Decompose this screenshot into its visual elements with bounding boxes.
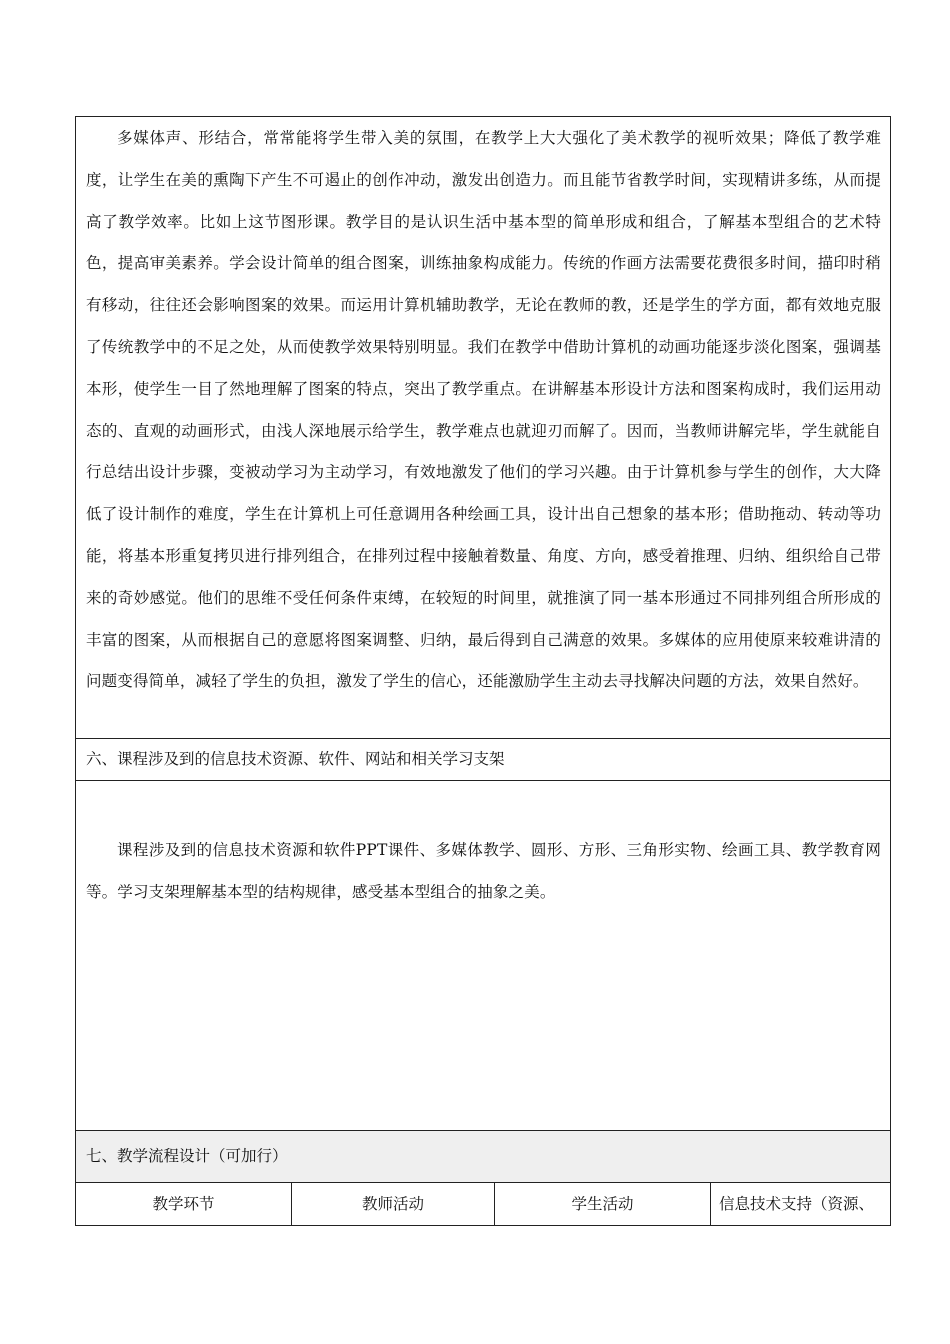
lesson-plan-table <box>75 116 891 1226</box>
flow-header-student: 学生活动 <box>495 1183 711 1225</box>
flow-header-teacher: 教师活动 <box>292 1183 495 1225</box>
section6-body: 课程涉及到的信息技术资源和软件PPT课件、多媒体教学、圆形、方形、三角形实物、绘画工具、教学教育网等。学习支架理解基本型的结构规律，感受基本型组合的抽象之美。 <box>86 841 881 901</box>
section6-cell <box>76 781 890 1131</box>
flow-header-stage: 教学环节 <box>76 1183 292 1225</box>
flow-table-header-row <box>76 1183 890 1225</box>
flow-header-it-support: 信息技术支持（资源、 <box>719 1195 875 1213</box>
section7-heading: 七、教学流程设计（可加行） <box>76 1131 890 1183</box>
section5-cell <box>76 117 890 739</box>
section5-body: 多媒体声、形结合，常常能将学生带入美的氛围，在教学上大大强化了美术教学的视听效果；降低了教学难度，让学生在美的熏陶下产生不可遏止的创作冲动，激发出创造力。而且能节省教学时间，实现精讲多练，从而提高了教学效率。比如上这节图形课。教学目的是认识生活中基本型的简单形成和组合，了解基本型组合的艺术特色，提高审美素养。学会设计简单的组合图案，训练抽象构成能力。传统的作画方法需要花费很多时间，描印时稍有移动，往往还会影响图案的效果。而运用计算机辅助教学，无论在教师的教，还是学生的学方面，都有效地克服了传统教学中的不足之处，从而使教学效果特别明显。我们在教学中借助计算机的动画功能逐步淡化图案，强调基本形，使学生一目了然地理解了图案的特点，突出了教学重点。在讲解基本形设计方法和图案构成时，我们运用动态的、直观的动画形式，由浅人深地展示给学生，教学难点也就迎刃而解了。因而，当教师讲解完毕，学生就能自行总结出设计步骤，变被动学习为主动学习，有效地激发了他们的学习兴趣。由于计算机参与学生的创作，大大降低了设计制作的难度，学生在计算机上可任意调用各种绘画工具，设计出自己想象的基本形；借助拖动、转动等功能，将基本形重复拷贝进行排列组合，在排列过程中接触着数量、角度、方向，感受着推理、归纳、组织给自己带来的奇妙感觉。他们的思维不受任何条件束缚，在较短的时间里，就推演了同一基本形通过不同排列组合所形成的丰富的图案，从而根据自己的意愿将图案调整、归纳，最后得到自己满意的效果。多媒体的应用使原来较难讲清的问题变得简单，减轻了学生的负担，激发了学生的信心，还能激励学生主动去寻找解决问题的方法，效果自然好。 <box>86 129 881 691</box>
section6-heading: 六、课程涉及到的信息技术资源、软件、网站和相关学习支架 <box>76 739 890 781</box>
